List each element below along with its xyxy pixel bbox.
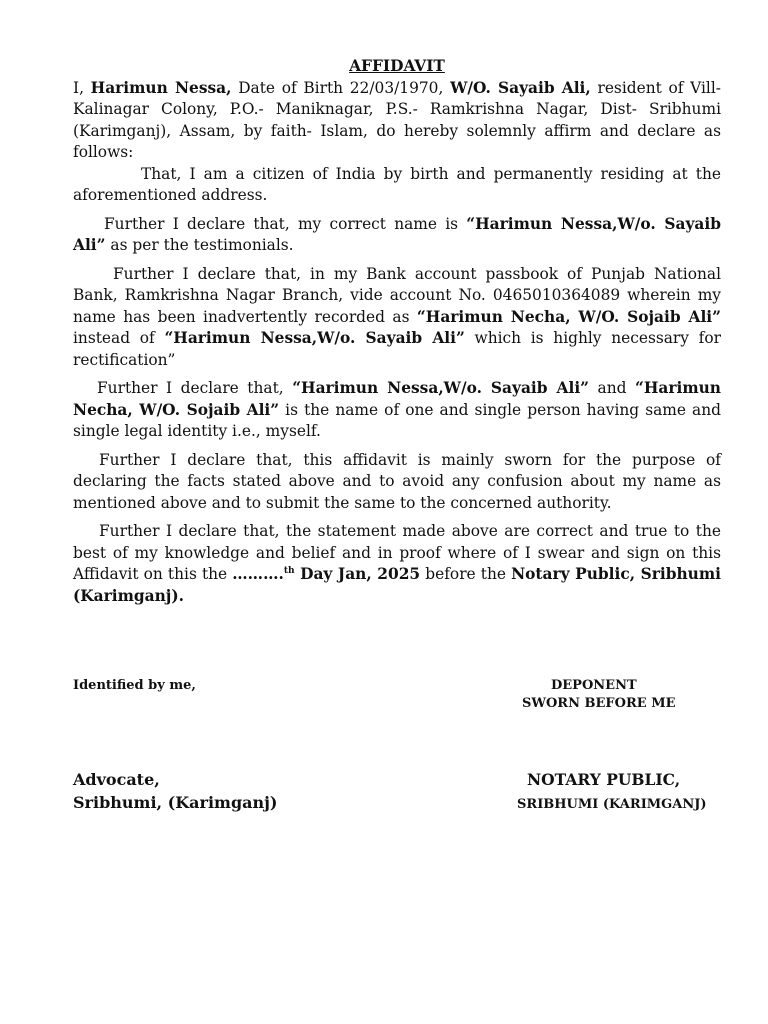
same-person-text-a: Further I declare that,	[97, 379, 293, 397]
same-person-paragraph	[73, 378, 721, 443]
same-person-text-c: and	[589, 379, 636, 397]
spouse-name: W/O. Sayaib Ali,	[450, 78, 591, 97]
document-title: AFFIDAVIT	[349, 57, 445, 75]
purpose-paragraph: Further I declare that, this affidavit is mainly sworn for the purpose of declaring the facts stated above and to avoid any confusion about my name as mentioned above and to submit the same to the concerned authority.	[73, 450, 721, 512]
intro-paragraph	[73, 78, 721, 164]
correct-name-text-a: Further I declare that, my correct name is	[104, 214, 467, 233]
date-blank: ……….	[232, 565, 284, 583]
bank-correct-name: “Harimun Nessa,W/o. Sayaib Ali”	[164, 329, 465, 347]
final-text-a: Further I declare that, the statement made above are correct and true to the best of my knowledge and belief and in proof where of I swear and sign on this Affidavit on this the	[73, 522, 721, 583]
advocate-label: Advocate,	[73, 770, 160, 789]
intro-rest: resident of Vill- Kalinagar Colony, P.O.- Maniknagar, P.S.- Ramkrishna Nagar, Dist- Sribhumi (Karimganj), Assam, by faith- Islam, do hereby solemnly affirm and declare as follows:	[73, 78, 721, 161]
bank-text-e: which is highly necessary for rectification”	[73, 329, 721, 369]
sworn-before-label: SWORN BEFORE ME	[522, 696, 676, 711]
intro-prefix: I,	[73, 78, 91, 97]
notary-label: NOTARY PUBLIC,	[527, 770, 681, 789]
bank-text-c: instead of	[73, 329, 165, 347]
correct-name-paragraph	[73, 214, 721, 257]
same-person-text-e: is the name of one and single person having same and single legal identity i.e., myself.	[73, 400, 721, 440]
deponent-label: DEPONENT	[551, 678, 637, 693]
correct-name: “Harimun Nessa,W/o. Sayaib Ali”	[73, 214, 721, 254]
notary-reference: Notary Public, Sribhumi (Karimganj).	[73, 565, 722, 605]
correct-name-text-c: as per the testimonials.	[105, 236, 294, 254]
final-text-c: before the	[420, 565, 512, 583]
sworn-date: Day Jan, 2025	[294, 565, 421, 583]
bank-text-a: Further I declare that, in my Bank account passbook of Punjab National Bank, Ramkrishna Nagar Branch, vide account No. 0465010364089 wherein my name has been inadvertently recorded as	[73, 264, 721, 326]
same-person-name-2: “Harimun Necha, W/O. Sojaib Ali”	[73, 379, 722, 419]
intro-dob: Date of Birth 22/03/1970,	[231, 78, 451, 97]
bank-paragraph	[73, 264, 721, 372]
same-person-name-1: “Harimun Nessa,W/o. Sayaib Ali”	[292, 379, 590, 397]
advocate-place: Sribhumi, (Karimganj)	[73, 793, 278, 812]
affidavit-body	[73, 56, 721, 607]
bank-recorded-name: “Harimun Necha, W/O. Sojaib Ali”	[416, 307, 721, 326]
date-suffix: th	[283, 565, 295, 576]
deponent-name: Harimun Nessa,	[90, 78, 232, 97]
citizen-paragraph: That, I am a citizen of India by birth and permanently residing at the aforementioned address.	[73, 164, 721, 204]
identified-by-label: Identified by me,	[73, 678, 196, 693]
notary-place: SRIBHUMI (KARIMGANJ)	[517, 797, 707, 812]
final-paragraph	[73, 521, 721, 607]
